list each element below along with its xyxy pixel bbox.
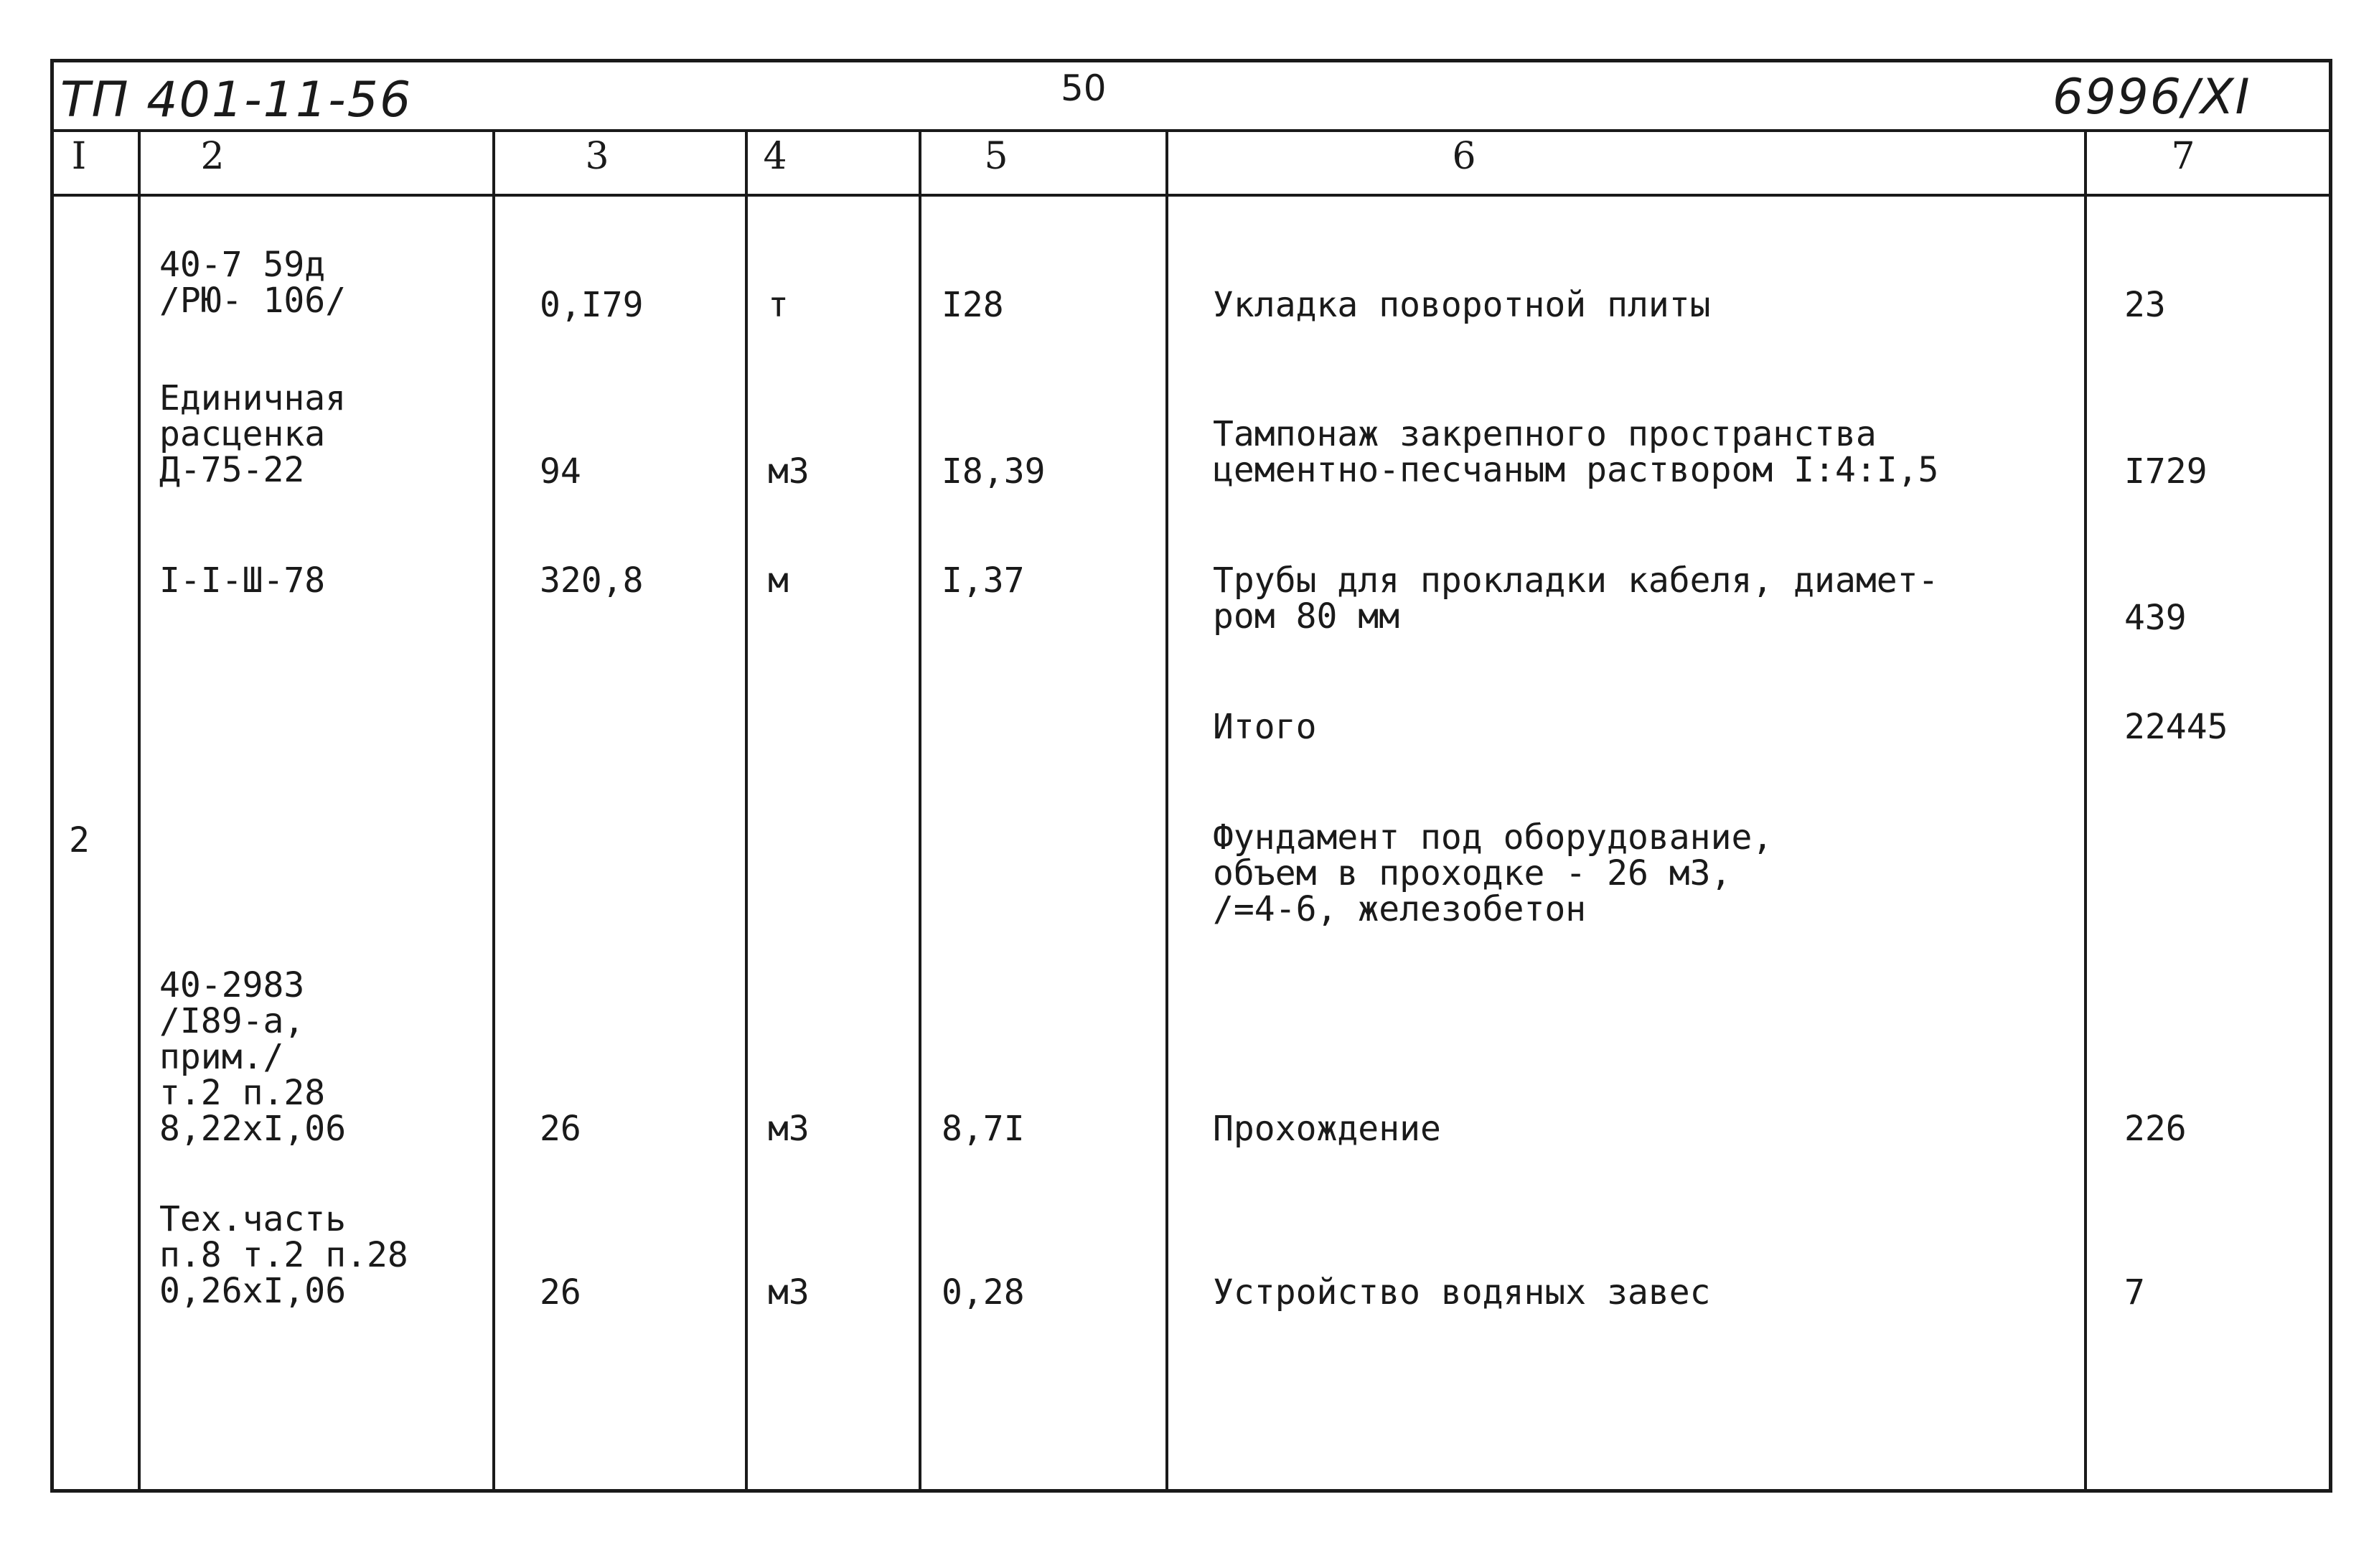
column-number-5: 5 [984, 135, 1008, 178]
sheet-code: 6996/XI [2052, 69, 2251, 126]
row2-code: Единичная расценка Д-75-22 [159, 378, 347, 490]
row1-unit: т [768, 285, 789, 325]
row5-description: Фундамент под оборудование, объем в проходке - 26 м3, /=4-6, железобетон [1213, 817, 1773, 929]
row6-unit: м3 [768, 1109, 810, 1149]
row7-unit: м3 [768, 1272, 810, 1313]
column-number-4: 4 [763, 135, 787, 178]
column-number-divider [50, 194, 2332, 197]
row1-code: 40-7 59д /РЮ- 106/ [159, 245, 347, 321]
col-sep-4 [919, 129, 921, 1493]
row5-section-number: 2 [69, 820, 90, 860]
row3-total: 439 [2124, 598, 2187, 638]
row3-description: Трубы для прокладки кабеля, диамет- ром 80 мм [1213, 560, 1939, 637]
row2-price: I8,39 [942, 451, 1046, 492]
row7-price: 0,28 [942, 1272, 1025, 1313]
page-number: 50 [1061, 67, 1107, 109]
row6-description: Прохождение [1213, 1109, 1441, 1149]
row4-description: Итого [1213, 707, 1317, 747]
column-number-3: 3 [585, 135, 609, 178]
row6-quantity: 26 [540, 1109, 581, 1149]
row1-total: 23 [2124, 285, 2166, 325]
row2-quantity: 94 [540, 451, 581, 492]
row6-code: 40-2983 /I89-а, прим./ т.2 п.28 8,22хI,06 [159, 965, 347, 1149]
column-number-1: I [71, 135, 87, 178]
header-divider [50, 129, 2332, 132]
row1-price: I28 [942, 285, 1004, 325]
row4-total: 22445 [2124, 707, 2228, 747]
row7-total: 7 [2124, 1272, 2145, 1313]
project-code: ТП 401-11-56 [60, 72, 413, 128]
column-number-7: 7 [2171, 135, 2195, 178]
row6-total: 226 [2124, 1109, 2187, 1149]
row7-description: Устройство водяных завес [1213, 1272, 1711, 1313]
row7-code: Тех.часть п.8 т.2 п.28 0,26хI,06 [159, 1199, 408, 1311]
row2-total: I729 [2124, 451, 2208, 492]
row3-quantity: 320,8 [540, 560, 644, 601]
row1-description: Укладка поворотной плиты [1213, 285, 1711, 325]
row1-quantity: 0,I79 [540, 285, 644, 325]
row3-price: I,37 [942, 560, 1025, 601]
row3-code: I-I-Ш-78 [159, 560, 326, 601]
row7-quantity: 26 [540, 1272, 581, 1313]
row2-description: Тампонаж закрепного пространства цементно-песчаным раствором I:4:I,5 [1213, 414, 1939, 490]
col-sep-2 [492, 129, 495, 1493]
col-sep-5 [1165, 129, 1168, 1493]
col-sep-3 [745, 129, 748, 1493]
col-sep-1 [138, 129, 141, 1493]
row2-unit: м3 [768, 451, 810, 492]
col-sep-6 [2084, 129, 2087, 1493]
row6-price: 8,7I [942, 1109, 1025, 1149]
column-number-6: 6 [1452, 135, 1476, 178]
row3-unit: м [768, 560, 789, 601]
column-number-2: 2 [200, 135, 225, 178]
